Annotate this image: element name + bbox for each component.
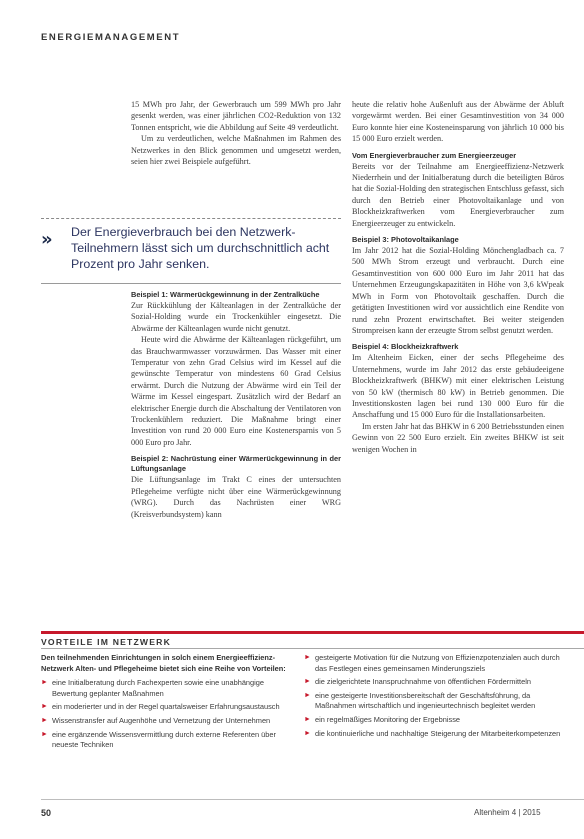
box-intro: Den teilnehmenden Einrichtungen in solch einem Energieeffizienz-Netzwerk Alten- und Pflegeheime bietet sich eine Reihe von Vorteilen:: [41, 653, 286, 673]
list-item: [304, 691, 564, 712]
list-item: [41, 702, 291, 713]
list-item: [304, 715, 564, 726]
pull-quote: Der Energieverbrauch bei den Netzwerk-Teilnehmern lässt sich um durchschnittlich acht Prozent pro Jahr senken.: [71, 225, 330, 271]
list-item-text: die zielgerichtete Inanspruchnahme von öffentlichen Fördermitteln: [315, 677, 531, 687]
box-divider: [41, 648, 584, 649]
list-item-text: Wissenstransfer auf Augenhöhe und Vernetzung der Unternehmen: [52, 715, 271, 725]
paragraph: Im Jahr 2012 hat die Sozial-Holding Mönchengladbach ca. 7 500 MWh Strom erzeugt und verbraucht. Durch eine Gesamtinvestition von 600 000 Euro im Jahr 2011 hat das Unternehmen Erzeugungskapazitäten in Höhe von 3,6 kWpeak MWh in Form von Photovoltaik geschaffen. Durch die getätigten Investitionen wird vor aussichtlich eine Rendite von rund zehn Prozent erwirtschaftet. Bei weiter steigenden Strompreisen kann der erzeugte Strom selbst genutzt werden.: [352, 246, 564, 335]
box-right-column: [304, 653, 564, 742]
paragraph: heute die relativ hohe Außenluft aus der Abwärme der Abluft vorgewärmt werden. Bei einer Gesamtinvestition von 34 000 Euro konnte hier eine Kosteneinsparung von jährlich 10 000 bis 15 000 Euro erzielt werden.: [352, 100, 564, 144]
paragraph: Im Altenheim Eicken, einer der sechs Pflegeheime des Unternehmens, wurde im Jahr 2012 das erste gebäudeeigene Blockheizkraftwerk (BHKW) mit einer elektrischen Leistung von 50 kW (thermisch 80 kW) in Betrieb genommen. Die Investitionskosten lagen bei rund 130 000 Euro für die Anschaffung und 15 000 Euro für die Installationsarbeiten.: [352, 353, 564, 420]
list-item: [304, 677, 564, 688]
paragraph: 15 MWh pro Jahr, der Gewerbrauch um 599 MWh pro Jahr gesenkt werden, was einer jährlichen CO2-Reduktion von 132 Tonnen entspricht, wie die Abbildung auf Seite 49 verdeutlicht.: [131, 100, 341, 132]
list-item-text: ein regelmäßiges Monitoring der Ergebnisse: [315, 714, 461, 724]
paragraph: Um zu verdeutlichen, welche Maßnahmen im Rahmen des Netzwerkes in den Blick genommen und umgesetzt werden, seien hier zwei Beispiele aufgeführt.: [131, 134, 341, 167]
quote-arrow-icon: »: [41, 229, 50, 250]
section-vom-heading: Vom Energieverbraucher zum Energieerzeuger: [352, 150, 517, 160]
arrow-marker-icon: ►: [41, 730, 48, 738]
arrow-marker-icon: ►: [41, 703, 48, 711]
page-number: 50: [41, 808, 52, 818]
example3-heading: Beispiel 3: Photovoltaikanlage: [352, 235, 459, 245]
arrow-marker-icon: ►: [41, 716, 48, 724]
list-item-text: die kontinuierliche und nachhaltige Steigerung der Mitarbeiterkompetenzen: [315, 728, 561, 738]
box-title: VORTEILE IM NETZWERK: [41, 637, 171, 647]
list-item: [304, 729, 564, 740]
left-column-top: [131, 99, 341, 167]
list-item: [41, 716, 291, 727]
quote-bottom-divider: [41, 283, 341, 284]
list-item-text: eine Initialberatung durch Fachexperten sowie eine unabhängige Bewertung geplanter Maßnahmen: [52, 678, 265, 698]
arrow-marker-icon: ►: [41, 679, 48, 687]
footer-divider: [41, 799, 584, 800]
box-left-column: [41, 653, 291, 754]
example2-heading: Beispiel 2: Nachrüstung einer Wärmerückgewinnung in der Lüftungsanlage: [131, 454, 341, 474]
list-item: [41, 730, 291, 751]
example4-heading: Beispiel 4: Blockheizkraftwerk: [352, 342, 459, 352]
box-accent-rule: [41, 631, 584, 634]
list-item: [41, 678, 291, 699]
right-column: [352, 99, 564, 455]
magazine-issue: Altenheim 4 | 2015: [474, 808, 541, 817]
arrow-marker-icon: ►: [304, 654, 311, 661]
list-item-text: eine gesteigerte Investitionsbereitschaft der Geschäftsführung, da Maßnahmen wirtschaftlich und ingenieurtechnisch begleitet werden: [315, 690, 536, 711]
example1-heading: Beispiel 1: Wärmerückgewinnung in der Zentralküche: [131, 290, 320, 299]
list-item-text: ein moderierter und in der Regel quartalsweiser Erfahrungsaustausch: [52, 702, 280, 712]
paragraph: Heute wird die Abwärme der Kälteanlagen rückgeführt, um das Brauchwarmwasser vorzuwärmen. Das Wasser mit einer Temperatur von zehn Grad Celsius wird im Kessel auf die gewünschte Temperatur von mindestens 60 Grad Celsius erwärmt. Durch die Nutzung der Abwärme wird ein Teil der Wärme im Kessel eingespart. Zusätzlich wird der Bedarf an elektrischer Energie durch die Abschaltung der Ventilatoren von Trockenkühlern reduziert. Die Maßnahme bringt einer Investition von rund 20 000 Euro eine Kostenersparnis von 5 000 Euro pro Jahr.: [131, 335, 342, 447]
list-item-text: eine ergänzende Wissensvermittlung durch externe Referenten über neueste Techniken: [52, 729, 276, 750]
paragraph: Im ersten Jahr hat das BHKW in 6 200 Betriebsstunden einen Gewinn von 22 500 Euro erzielt. Ein zweites BHKW ist seit wenigen Wochen in: [352, 421, 564, 454]
list-item: [304, 653, 564, 674]
arrow-marker-icon: ►: [304, 729, 311, 737]
paragraph: Zur Rückkühlung der Kälteanlagen in der Zentralküche der Sozial-Holding wurde ein Trockenkühler eingesetzt. Die Abwärme der Kälteanlagen wurde nicht genutzt.: [131, 301, 341, 333]
paragraph: Die Lüftungsanlage im Trakt C eines der untersuchten Pflegeheime verfügte nicht über eine Wärmerückgewinnung (WRG). Durch das Nachrüsten einer WRG (Kreisverbundsystem) kann: [131, 475, 341, 519]
section-label: ENERGIEMANAGEMENT: [41, 32, 181, 43]
list-item-text: gesteigerte Motivation für die Nutzung von Effizienzpotenzialen auch durch das Festlegen eines gemeinsamen Minderungsziels: [315, 653, 560, 673]
arrow-marker-icon: ►: [304, 715, 311, 723]
arrow-marker-icon: ►: [304, 678, 311, 686]
quote-top-divider: [41, 218, 341, 219]
left-column-body: [131, 290, 341, 520]
paragraph: Bereits vor der Teilnahme am Energieeffizienz-Netzwerk Niederrhein und der Initialberatung durch die beteiligten Büros hat die Sozial-Holding den strategischen Entschluss gefasst, sich durch den Betrieb einer Photovoltaikanlage und von Blockheizkraftwerken vom Energieverbraucher zum Energieerzeuger zu entwickeln.: [352, 161, 564, 228]
arrow-marker-icon: ►: [304, 691, 311, 699]
